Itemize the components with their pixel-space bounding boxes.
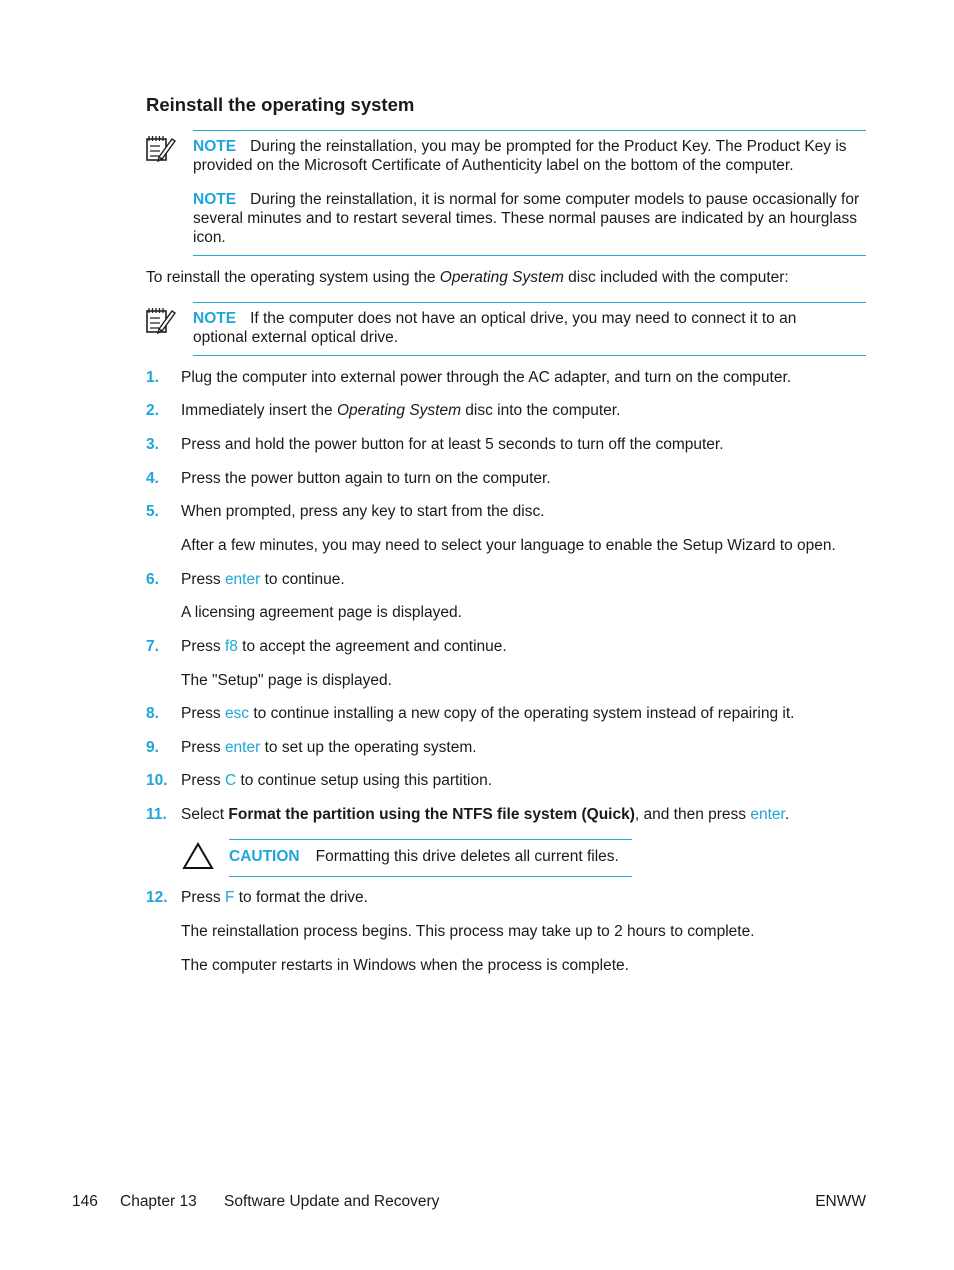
step-subtext: The computer restarts in Windows when the process is complete.: [181, 957, 629, 974]
step-text: Plug the computer into external power through the AC adapter, and turn on the computer.: [181, 369, 792, 386]
caution-paragraph: [229, 847, 619, 866]
step-text-part: Press: [181, 638, 225, 655]
step-text-part: disc into the computer.: [461, 402, 621, 419]
step-subtext: A licensing agreement page is displayed.: [181, 604, 462, 621]
step-text: [181, 805, 789, 824]
step-text: [181, 704, 794, 723]
note-label: NOTE: [193, 138, 237, 155]
step-number: 12.: [146, 889, 168, 906]
caution-label: CAUTION: [229, 848, 300, 865]
note-pad-icon: [145, 305, 177, 335]
step-text: [181, 401, 620, 420]
note-box-1: [193, 130, 866, 256]
footer-chapter: Chapter 13: [120, 1193, 197, 1210]
footer-section: Software Update and Recovery: [224, 1193, 440, 1210]
step-text: [181, 738, 477, 757]
step-number: 6.: [146, 571, 159, 588]
caution-box: [229, 839, 632, 877]
step-text-part: .: [784, 806, 790, 823]
step-subtext: The "Setup" page is displayed.: [181, 672, 392, 689]
step-number: 7.: [146, 638, 159, 655]
step-text-part: to accept the agreement and continue.: [237, 638, 507, 655]
key-name: C: [224, 772, 237, 789]
step-text-part: Press: [181, 889, 225, 906]
key-name: enter: [224, 571, 261, 588]
key-name: enter: [750, 806, 785, 823]
step-text-part: Immediately insert the: [181, 402, 337, 419]
note-text: If the computer does not have an optical drive, you may need to connect it to an optional external optical drive.: [193, 310, 797, 346]
note-label: NOTE: [193, 310, 237, 327]
step-number: 4.: [146, 470, 159, 487]
step-text: When prompted, press any key to start from the disc.: [181, 503, 545, 520]
warning-triangle-icon: [182, 842, 214, 870]
step-number: 9.: [146, 739, 159, 756]
step-text: Press the power button again to turn on the computer.: [181, 470, 551, 487]
step-text: [181, 888, 368, 907]
step-number: 3.: [146, 436, 159, 453]
step-subtext: The reinstallation process begins. This process may take up to 2 hours to complete.: [181, 923, 755, 940]
step-bold: Format the partition using the NTFS file system (Quick): [228, 806, 635, 823]
key-name: f8: [224, 638, 238, 655]
step-text-part: to continue installing a new copy of the operating system instead of repairing it.: [249, 705, 795, 722]
step-text-part: to format the drive.: [234, 889, 368, 906]
intro-text: disc included with the computer:: [563, 269, 789, 286]
note-box-2: [193, 302, 866, 356]
note-paragraph: [193, 137, 861, 175]
key-name: esc: [224, 705, 250, 722]
step-text-part: Press: [181, 571, 225, 588]
note-text: During the reinstallation, you may be prompted for the Product Key. The Product Key is provided on the Microsoft Certificate of Authenticity label on the bottom of the computer.: [193, 138, 847, 174]
step-number: 2.: [146, 402, 159, 419]
step-text-part: to set up the operating system.: [260, 739, 477, 756]
key-name: F: [224, 889, 235, 906]
step-text-part: Select: [181, 806, 229, 823]
step-text-part: Press: [181, 739, 225, 756]
footer-locale: ENWW: [815, 1193, 866, 1210]
step-number: 10.: [146, 772, 168, 789]
note-text: During the reinstallation, it is normal for some computer models to pause occasionally for several minutes and to restart several times. These normal pauses are indicated by an hourglass icon.: [193, 191, 860, 246]
note-pad-icon: [145, 133, 177, 163]
step-text: [181, 771, 492, 790]
intro-italic: Operating System: [439, 269, 564, 286]
step-italic: Operating System: [336, 402, 461, 419]
step-number: 8.: [146, 705, 159, 722]
step-text: Press and hold the power button for at least 5 seconds to turn off the computer.: [181, 436, 724, 453]
step-number: 1.: [146, 369, 159, 386]
note-label: NOTE: [193, 191, 237, 208]
step-text-part: to continue setup using this partition.: [236, 772, 493, 789]
step-number: 11.: [146, 806, 167, 823]
step-text-part: Press: [181, 772, 225, 789]
note-paragraph: [193, 309, 853, 347]
intro-text: To reinstall the operating system using the: [146, 269, 440, 286]
step-text-part: Press: [181, 705, 225, 722]
key-name: enter: [224, 739, 261, 756]
step-number: 5.: [146, 503, 159, 520]
section-heading: Reinstall the operating system: [146, 94, 415, 115]
step-text: [181, 637, 507, 656]
step-text: [181, 570, 345, 589]
caution-text: Formatting this drive deletes all current files.: [315, 848, 619, 865]
page-number: 146: [72, 1193, 98, 1210]
step-subtext: After a few minutes, you may need to select your language to enable the Setup Wizard to open.: [181, 537, 836, 554]
step-text-part: to continue.: [260, 571, 345, 588]
intro-paragraph: [146, 268, 789, 287]
step-text-part: , and then press: [634, 806, 751, 823]
note-paragraph: [193, 190, 865, 247]
